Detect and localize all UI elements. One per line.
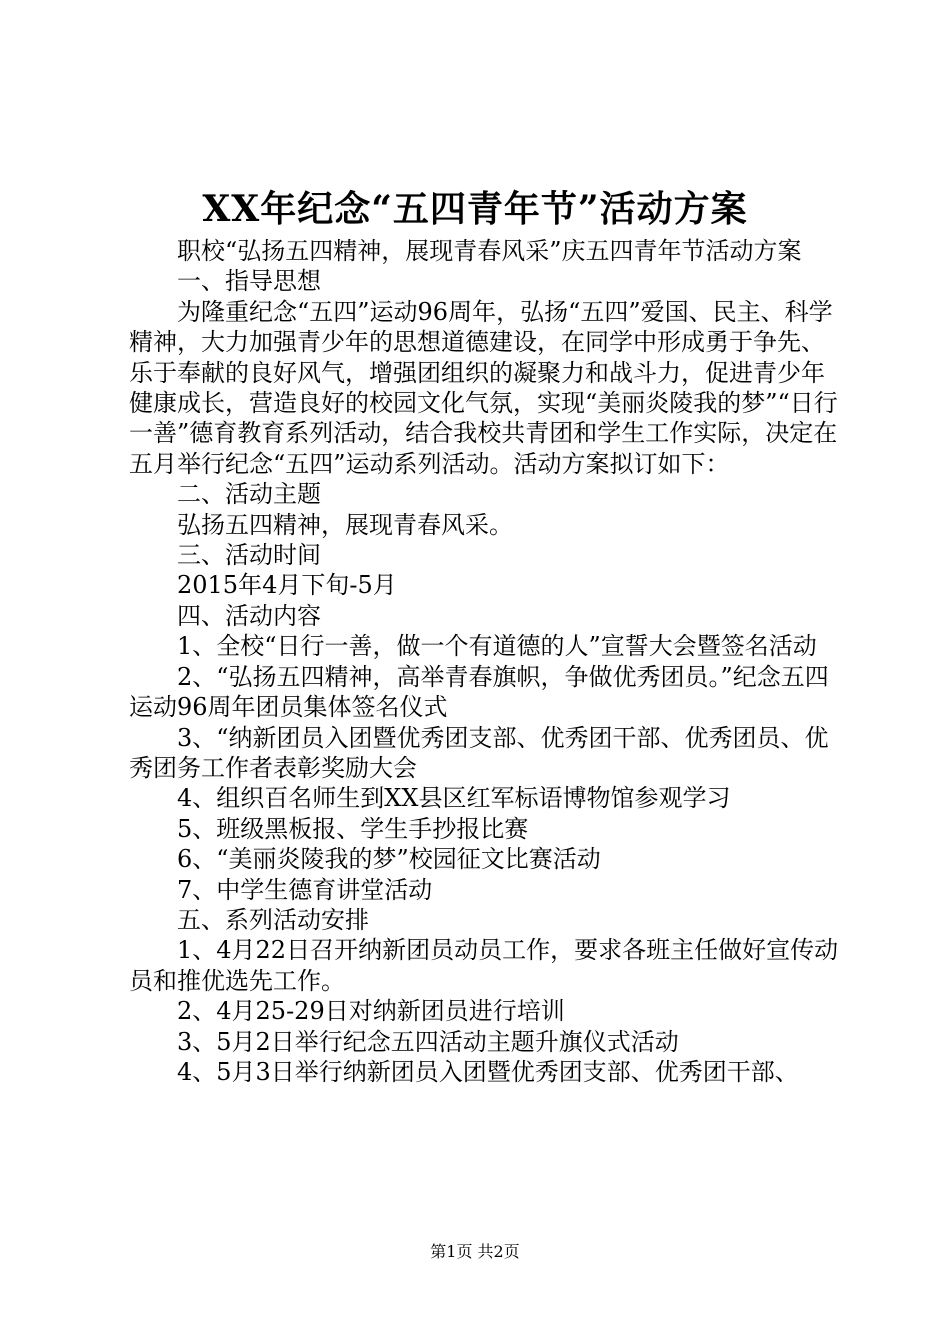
list-item: 3、5月2日举行纪念五四活动主题升旗仪式活动 — [177, 1027, 679, 1056]
page-footer: 第1页 共2页 — [430, 1242, 520, 1261]
body-paragraph: 弘扬五四精神，展现青春风采。 — [177, 510, 513, 539]
list-item: 7、中学生德育讲堂活动 — [177, 875, 433, 904]
section-heading: 四、活动内容 — [177, 601, 321, 630]
body-paragraph: 为隆重纪念“五四”运动96周年，弘扬“五四”爱国、民主、科学精神，大力加强青少年的思想道德建设，在同学中形成勇于争先、乐于奉献的良好风气，增强团组织的凝聚力和战斗力，促进青少年健康成长，营造良好的校园文化气氛，实现“美丽炎陵我的梦”“日行一善”德育教育系列活动，结合我校共青团和学生工作实际，决定在五月举行纪念“五四”运动系列活动。活动方案拟订如下： — [129, 297, 838, 478]
list-item: 5、班级黑板报、学生手抄报比赛 — [177, 814, 529, 843]
section-heading: 一、指导思想 — [177, 267, 321, 296]
list-item: 6、“美丽炎陵我的梦”校园征文比赛活动 — [177, 845, 601, 874]
list-item: 1、全校“日行一善，做一个有道德的人”宣誓大会暨签名活动 — [177, 632, 817, 661]
document-title: XX年纪念“五四青年节”活动方案 — [202, 188, 748, 230]
list-item: 4、组织百名师生到XX县区红军标语博物馆参观学习 — [177, 784, 731, 813]
list-item: 2、“弘扬五四精神，高举青春旗帜，争做优秀团员。”纪念五四运动96周年团员集体签名仪式 — [129, 662, 829, 722]
section-heading: 五、系列活动安排 — [177, 905, 369, 934]
body-paragraph: 2015年4月下旬-5月 — [177, 571, 397, 600]
list-item: 1、4月22日召开纳新团员动员工作，要求各班主任做好宣传动员和推优选先工作。 — [129, 936, 839, 995]
body-paragraph: 职校“弘扬五四精神，展现青春风采”庆五四青年节活动方案 — [177, 237, 802, 265]
section-heading: 三、活动时间 — [177, 541, 321, 570]
list-item: 2、4月25-29日对纳新团员进行培训 — [177, 997, 565, 1026]
document-body — [129, 236, 841, 1087]
list-item: 4、5月3日举行纳新团员入团暨优秀团支部、优秀团干部、 — [177, 1057, 799, 1086]
section-heading: 二、活动主题 — [177, 480, 321, 509]
list-item: 3、“纳新团员入团暨优秀团支部、优秀团干部、优秀团员、优秀团务工作者表彰奖励大会 — [129, 723, 829, 782]
